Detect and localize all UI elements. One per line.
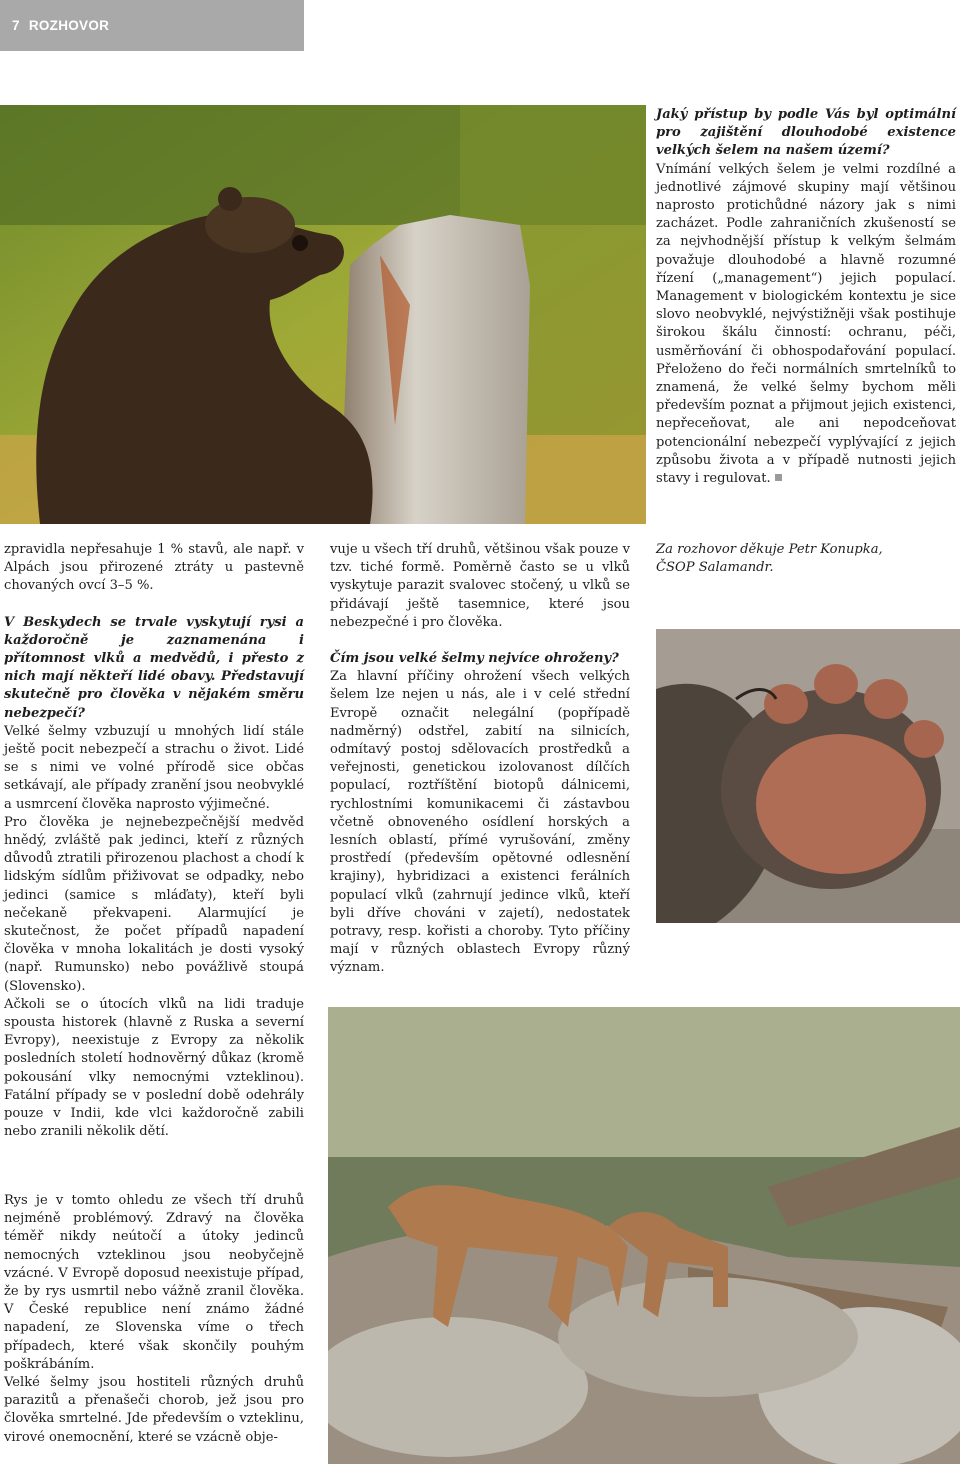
- paragraph: Pro člověka je nejnebezpečnější medvěd hnědý, zvláště pak jedinci, kteří z různých důvodů ztratili přirozenou plachost a chodí k lidským sídlům přiživovat se odpadky, nebo jedinci (samice s mláďaty), kteří byli nečekaně překvapeni. Alarmující je skutečnost, že počet případů napadení člověka v mnoha lokalitách je dosti vysoký (např. Rumunsko) nebo povážlivě stoupá (Slovensko).: [4, 814, 304, 994]
- middle-column: [330, 541, 630, 978]
- paragraph: vuje u všech tří druhů, většinou však pouze v tzv. tiché formě. Poměrně často se u vlků vyskytuje parazit svalovec stočený, u vlků se přidávají ještě tasemnice, které jsou nebezpečné i pro člověka.: [330, 542, 630, 630]
- paragraph: Za hlavní příčiny ohrožení všech velkých šelem lze nejen u nás, ale i v celé střední Evropě označit nelegální (popřípadě nadměrný) odstřel, zabití na silnicích, odmítavý postoj sdělovacích prostředků a veřejnosti, genetickou izolovanost dílčích populací, roztříštění biotopů dálnicemi, rychlostními komunikacemi či zástavbou včetně obnoveného osídlení horských a lesních oblastí, přímé vyrušování, změny prostředí (především opětovné odlesnění krajiny), hybridizaci a existenci ferálních populací vlků (zahrnují jedince vlků, kteří byli dříve chováni v zajetí), nedostatek potravy, resp. kořisti a choroby. Tyto příčiny mají v různých oblastech Evropy různý význam.: [330, 669, 630, 976]
- question-danger: V Beskydech se trvale vyskytují rysi a každoročně je zaznamenána i přítomnost vlků a medvědů, i přesto z nich mají někteří lidé obavy. Představují skutečně pro člověka v nějakém směru nebezpečí?: [4, 614, 304, 721]
- left-column-lower: [4, 1192, 304, 1447]
- paragraph: Velké šelmy jsou hostiteli různých druhů parazitů a přenašeči chorob, jež jsou pro člověka smrtelné. Jde především o vzteklinu, virové onemocnění, které se vzácně obje-: [4, 1375, 304, 1445]
- question-threats: Čím jsou velké šelmy nejvíce ohroženy?: [330, 651, 619, 667]
- lynx-photo: [328, 1007, 960, 1464]
- credit-line-2: ČSOP Salamandr.: [656, 560, 774, 576]
- credit-line-1: Za rozhovor děkuje Petr Konupka,: [656, 542, 883, 557]
- answer-approach: Vnímání velkých šelem je velmi rozdílné a jednotlivé zájmové skupiny mají většinou naprosto protichůdné názory jak s nimi zacházet. Podle zahraničních zkušeností se za nejvhodnější přístup k velkým šelmám považuje dlouhodobé a hlavně rozumné řízení („management“) jejich populací. Management v biologickém kontextu je sice slovo neobvyklé, nejvýstižněji však postihuje širokou škálu činností: ochranu, péči, usměrňování či obhospodařování populací. Přeloženo do řeči normálních smrtelníků to znamená, že velké šelmy bychom měli především poznat a přijmout jejich existenci, nepřeceňovat, ale ani nepodceňovat potencionální nebezpečí vyplývající z jejich způsobu života a v případě nutnosti jejich stavy i regulovat.: [656, 161, 956, 487]
- paragraph: zpravidla nepřesahuje 1 % stavů, ale např. v Alpách jsou přirozené ztráty u pastevně chovaných ovcí 3–5 %.: [4, 542, 304, 594]
- credit: [656, 541, 956, 577]
- page-header: [0, 0, 304, 51]
- page-number: 7: [12, 18, 20, 33]
- left-column: [4, 541, 304, 1142]
- paragraph: Ačkoli se o útocích vlků na lidi traduje spousta historek (hlavně z Ruska a severní Evropy), neexistuje z Evropy za několik posledních století hodnověrný důkaz (kromě pokousání vlky nemocnými vzteklinou). Fatální případy se v poslední době odehrály pouze v Indii, kde vlci každoročně zabili nebo zranili několik dětí.: [4, 996, 304, 1140]
- end-mark: [775, 474, 782, 481]
- bear-photo: [0, 105, 646, 524]
- paragraph: Rys je v tomto ohledu ze všech tří druhů nejméně problémový. Zdravý na člověka téměř nikdy neútočí a útoky jedinců nemocných vzteklinou jsou neobyčejně vzácné. V Evropě doposud neexistuje případ, že by rys usmrtil nebo vážně zranil člověka. V České republice není známo žádné napadení, ze Slovenska víme o třech případech, které však skončily pouhým poškrábáním.: [4, 1193, 304, 1372]
- question-approach: Jaký přístup by podle Vás byl optimální pro zajištění dlouhodobé existence velkých šelem na našem území?: [656, 107, 956, 159]
- paw-photo: [656, 629, 960, 923]
- right-top-column: [656, 106, 956, 488]
- paragraph: Velké šelmy vzbuzují u mnohých lidí stále ještě pocit nebezpečí a strachu o život. Lidé se s nimi ve volné přírodě sice občas setkávají, ale případy zranění jsou neobvyklé a usmrcení člověka naprosto výjimečné.: [4, 723, 304, 812]
- section-title: ROZHOVOR: [28, 18, 110, 33]
